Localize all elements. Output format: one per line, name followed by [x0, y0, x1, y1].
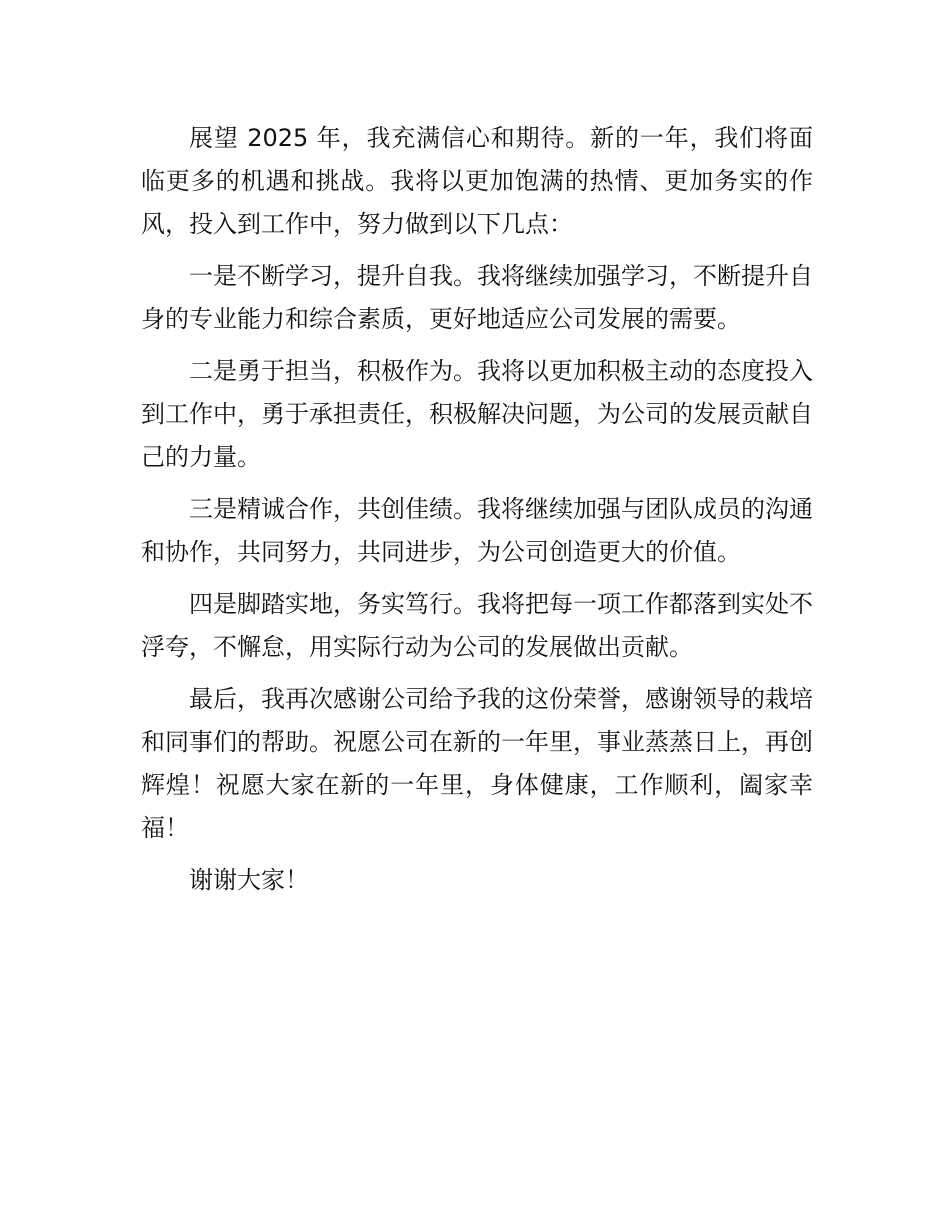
- paragraph-point-one: 一是不断学习，提升自我。我将继续加强学习，不断提升自身的专业能力和综合素质，更好地适应公司发展的需要。: [141, 262, 813, 333]
- paragraph-point-three: 三是精诚合作，共创佳绩。我将继续加强与团队成员的沟通和协作，共同努力，共同进步，为公司创造更大的价值。: [141, 495, 813, 566]
- paragraph-outlook-2025: 展望 2025 年，我充满信心和期待。新的一年，我们将面临更多的机遇和挑战。我将以更加饱满的热情、更加务实的作风，投入到工作中，努力做到以下几点：: [141, 124, 813, 238]
- paragraph-point-four: 四是脚踏实地，务实笃行。我将把每一项工作都落到实处不浮夸，不懈怠，用实际行动为公司的发展做出贡献。: [141, 590, 813, 661]
- paragraph-thank-you: 谢谢大家！: [189, 866, 309, 894]
- document-body: [141, 117, 813, 911]
- paragraph-closing-thanks: 最后，我再次感谢公司给予我的这份荣誉，感谢领导的栽培和同事们的帮助。祝愿公司在新的一年里，事业蒸蒸日上，再创辉煌！祝愿大家在新的一年里，身体健康，工作顺利，阖家幸福！: [141, 685, 813, 842]
- paragraph-point-two: 二是勇于担当，积极作为。我将以更加积极主动的态度投入到工作中，勇于承担责任，积极解决问题，为公司的发展贡献自己的力量。: [141, 357, 813, 471]
